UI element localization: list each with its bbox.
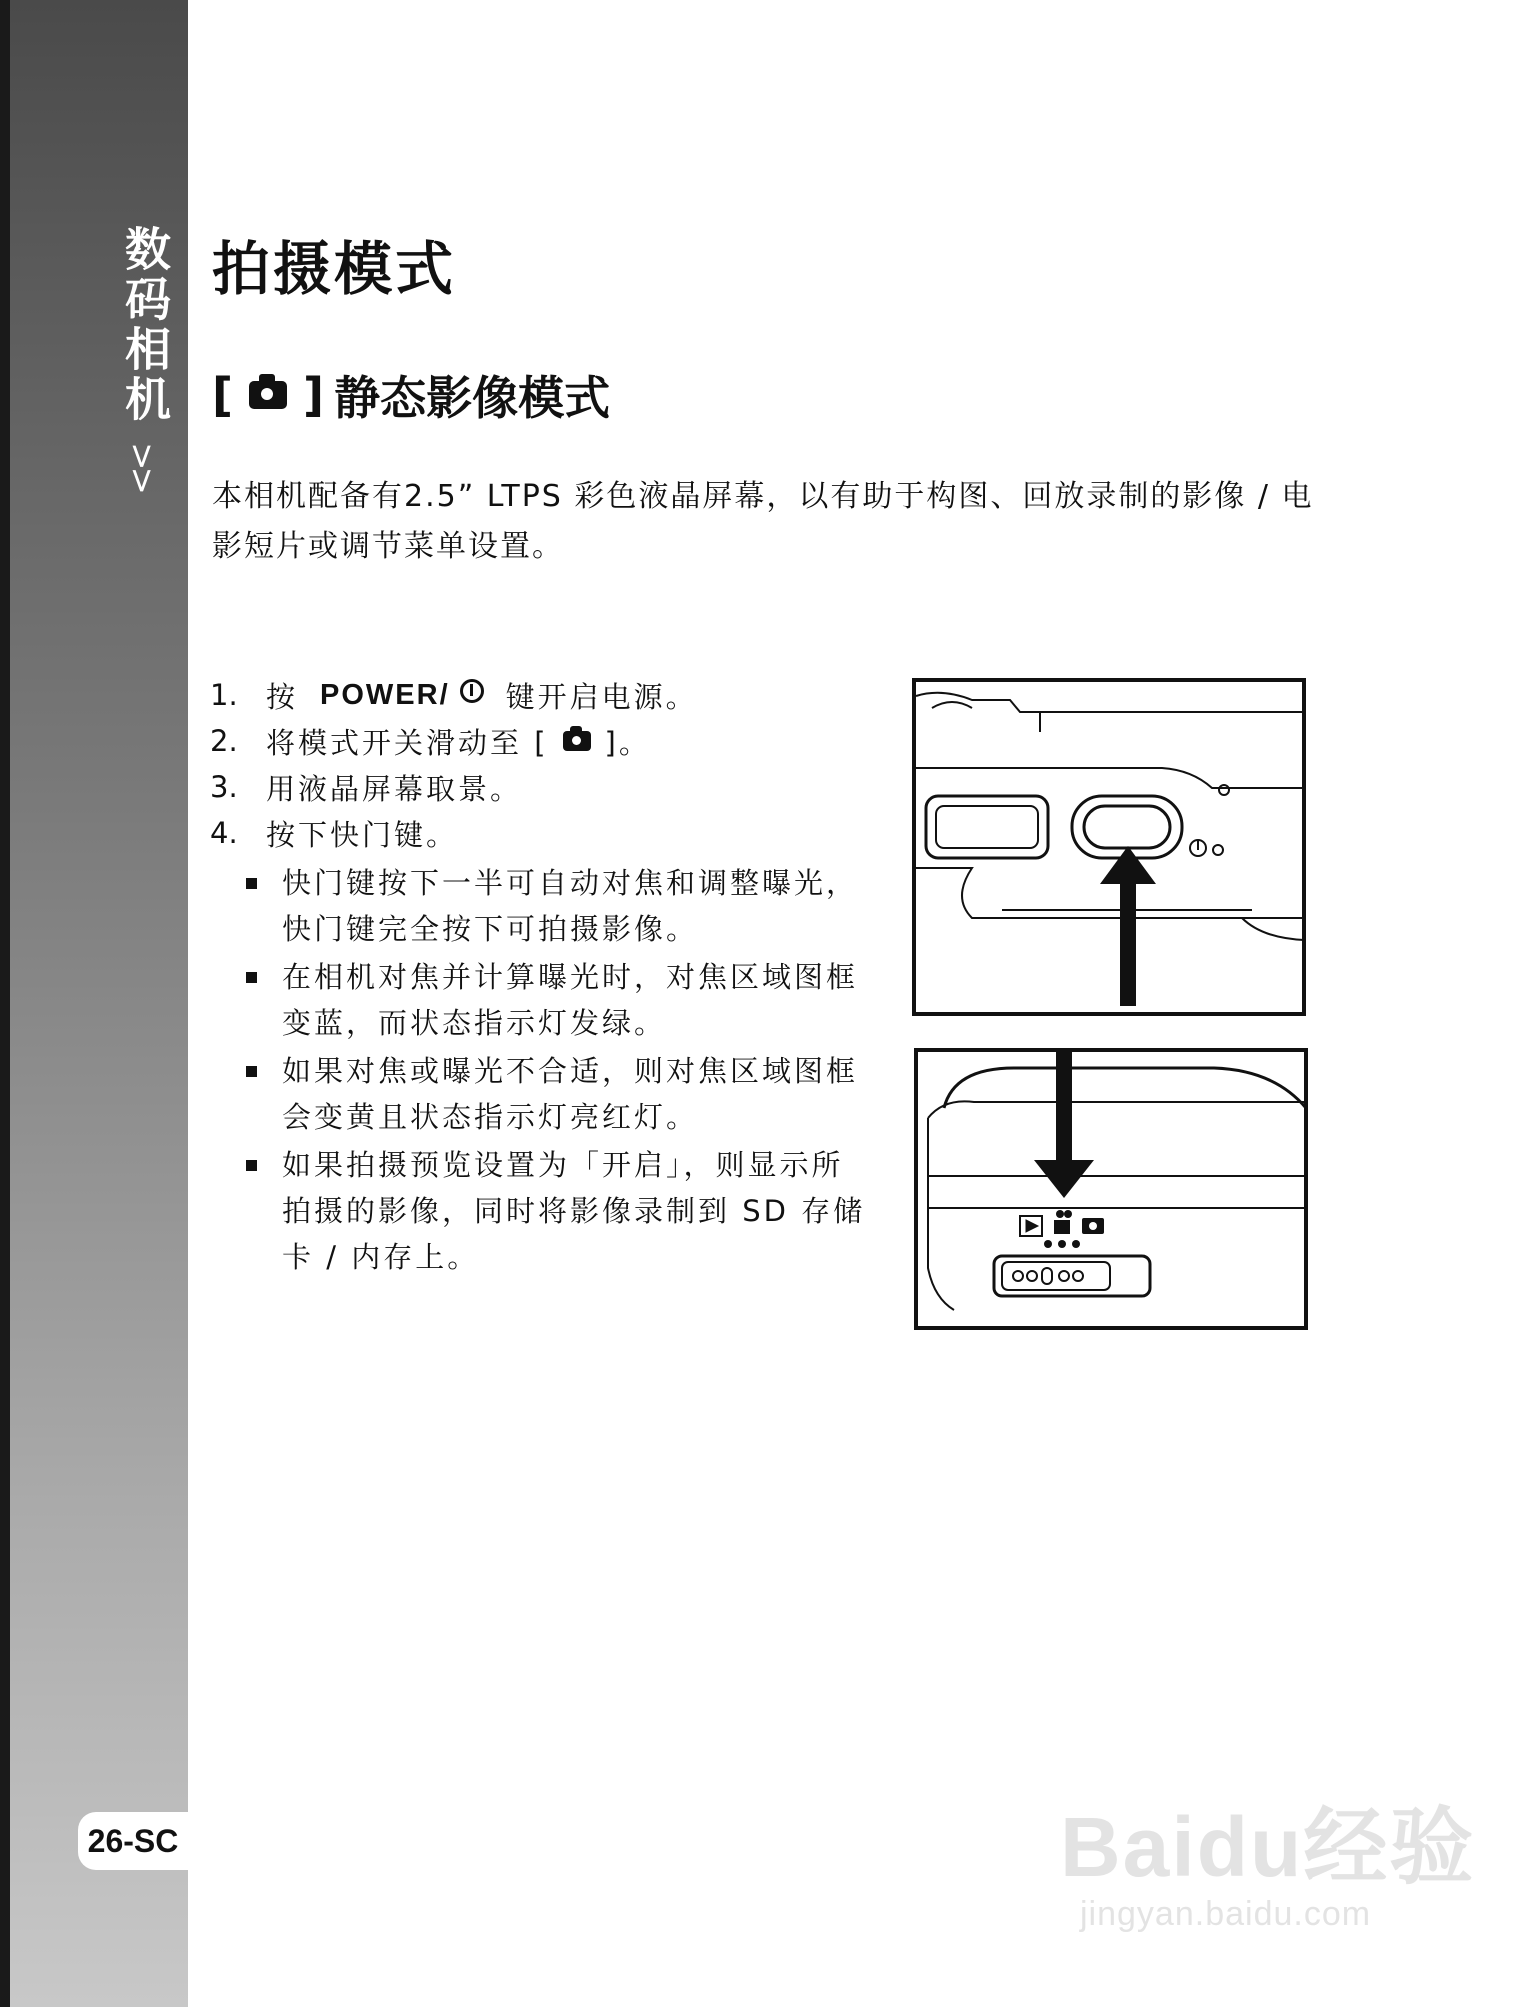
step-list [210,672,870,1282]
step-number: 2. [210,724,238,758]
step-prefix: 按 [266,679,299,714]
step-suffix: 键开启电源。 [505,679,698,714]
bullet-list [210,860,870,1280]
intro-paragraph: 本相机配备有2.5” LTPS 彩色液晶屏幕，以有助于构图、回放录制的影像 / 电影短片或调节菜单设置。 [212,479,1314,564]
section-heading [212,362,610,428]
step-number: 1. [210,678,238,712]
step-text: 用液晶屏幕取景。 [266,771,523,806]
power-icon [460,679,484,703]
section-title: 静态影像模式 [334,371,611,425]
bracket-close: ] [303,368,325,422]
bullet-item: 如果拍摄预览设置为「开启」，则显示所拍摄的影像，同时将影像录制到 SD 存储卡 / 内存上。 [246,1142,870,1280]
step-1 [210,672,870,718]
step-4-details [210,860,870,1280]
bracket-open: [ [212,368,234,422]
step-text: 按下快门键。 [266,817,459,852]
page-number: 26-SC [78,1812,188,1870]
step-2 [210,718,870,764]
bullet-item: 快门键按下一半可自动对焦和调整曝光，快门键完全按下可拍摄影像。 [246,860,870,952]
sidebar-arrows: >> [122,442,162,491]
camera-icon [563,731,591,751]
step-number: 4. [210,816,238,850]
power-key-label: POWER/ [320,678,450,711]
step-prefix: 将模式开关滑动至 [ [266,725,549,760]
page-title: 拍摄模式 [212,235,457,303]
step-3 [210,764,870,810]
bullet-item: 如果对焦或曝光不合适，则对焦区域图框会变黄且状态指示灯亮红灯。 [246,1048,870,1140]
sidebar-section-title: 数码相机 [118,225,172,425]
sidebar [0,0,188,2007]
step-suffix: ]。 [604,725,651,760]
watermark-url: jingyan.baidu.com [1080,1895,1372,1933]
step-4 [210,810,870,856]
step-number: 3. [210,770,238,804]
camera-front-illustration [914,1048,1308,1330]
watermark [1060,1780,1475,1934]
bullet-item: 在相机对焦并计算曝光时，对焦区域图框变蓝，而状态指示灯发绿。 [246,954,870,1046]
camera-top-illustration [912,678,1306,1016]
camera-icon [249,381,287,409]
watermark-main: Baidu经验 [1060,1800,1476,1894]
